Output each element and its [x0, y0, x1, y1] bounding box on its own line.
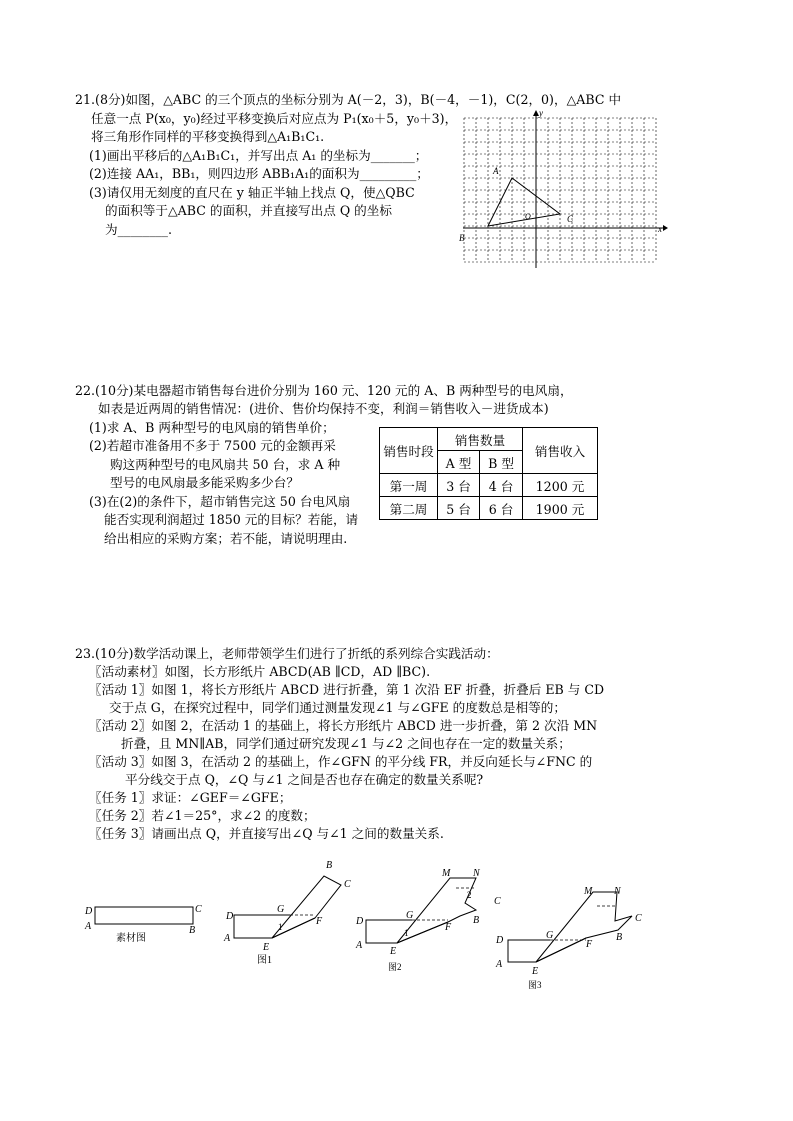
q21-line2: 任意一点 P(x₀，y₀)经过平移变换后对应点为 P₁(x₀＋5，y₀＋3)，: [91, 111, 458, 126]
svg-text:D: D: [496, 935, 504, 946]
svg-text:D: D: [226, 911, 234, 922]
svg-text:A: A: [496, 959, 503, 970]
q21-line1: 21.(8分)如图，△ABC 的三个顶点的坐标分别为 A(－2，3)，B(－4，－1)，C(2，0)，△ABC 中: [75, 92, 622, 107]
svg-text:B: B: [616, 932, 623, 943]
q22-part3c: 给出相应的采购方案；若不能，请说明理由.: [104, 531, 348, 546]
caption-figure-2: 图2: [388, 962, 402, 972]
svg-text:1: 1: [404, 928, 409, 938]
sales-table: [379, 427, 598, 520]
svg-text:E: E: [263, 942, 270, 953]
label-b: B: [459, 233, 465, 243]
figure-2: [352, 866, 507, 976]
svg-text:B: B: [473, 915, 480, 926]
caption-figure-1: 图1: [257, 955, 272, 966]
header-quantity: 销售数量: [438, 428, 523, 451]
q23-line1: 23.(10分)数学活动课上，老师带领学生们进行了折纸的系列综合实践活动：: [75, 646, 499, 661]
q22-part2b: 购这两种型号的电风扇共 50 台，求 A 种: [110, 457, 341, 472]
svg-text:2: 2: [467, 890, 472, 900]
caption-figure-3: 图3: [528, 980, 542, 990]
header-income: 销售收入: [523, 428, 598, 474]
svg-text:G: G: [406, 910, 414, 921]
label-o: O: [525, 212, 531, 221]
q23-material: 〖活动素材〗如图，长方形纸片 ABCD(AB ∥CD，AD ∥BC).: [89, 664, 431, 679]
svg-text:C: C: [494, 896, 501, 907]
label-c: C: [567, 214, 574, 224]
table-row: 第二周 5 台 6 台 1900 元: [380, 497, 598, 520]
caption-material: 素材图: [116, 933, 146, 944]
svg-text:A: A: [356, 940, 363, 951]
figure-3: [490, 880, 650, 990]
q22-part1: (1)求 A、B 两种型号的电风扇的销售单价；: [89, 420, 335, 435]
q23-act3b: 平分线交于点 Q，∠Q 与∠1 之间是否也存在确定的数量关系呢?: [125, 772, 484, 787]
q22-part2a: (2)若超市准备用不多于 7500 元的金额再采: [89, 438, 336, 453]
svg-text:C: C: [635, 913, 642, 924]
q21-part3b: 的面积等于△ABC 的面积，并直接写出点 Q 的坐标: [105, 203, 392, 218]
q23-act2b: 折叠，且 MN∥AB，同学们通过研究发现∠1 与∠2 之间也存在一定的数量关系；: [121, 736, 571, 751]
material-figure: [82, 898, 207, 948]
figure-1: [220, 855, 360, 967]
header-period: 销售时段: [380, 428, 438, 474]
svg-text:G: G: [277, 904, 285, 915]
svg-text:F: F: [586, 939, 593, 950]
svg-text:C: C: [195, 904, 202, 915]
svg-text:A: A: [85, 921, 92, 932]
header-type-a: A 型: [438, 451, 480, 474]
q23-act1b: 交于点 G，在探究过程中，同学们通过测量发现∠1 与∠GFE 的度数总是相等的；: [109, 700, 566, 715]
q23-task1: 〖任务 1〗求证：∠GEF＝∠GFE；: [89, 790, 292, 805]
svg-text:A: A: [224, 933, 231, 944]
q23-task2: 〖任务 2〗若∠1＝25°，求∠2 的度数；: [89, 808, 316, 823]
svg-text:N: N: [614, 886, 621, 897]
svg-text:1: 1: [278, 922, 283, 932]
header-type-b: B 型: [480, 451, 523, 474]
svg-text:G: G: [546, 930, 554, 941]
q21-coordinate-graph: [455, 108, 670, 273]
q21-part3c: 为________.: [105, 222, 172, 237]
q23-task3: 〖任务 3〗请画出点 Q，并直接写出∠Q 与∠1 之间的数量关系.: [89, 826, 444, 841]
svg-text:M: M: [442, 868, 451, 879]
q21-part1: (1)画出平移后的△A₁B₁C₁，并写出点 A₁ 的坐标为_______；: [89, 148, 428, 163]
svg-text:E: E: [532, 966, 539, 977]
label-y: y: [539, 108, 543, 118]
q22-part3a: (3)在(2)的条件下，超市销售完这 50 台电风扇: [89, 494, 351, 509]
svg-text:E: E: [390, 946, 397, 957]
svg-text:M: M: [584, 886, 593, 897]
svg-text:N: N: [473, 868, 480, 879]
svg-text:F: F: [316, 916, 323, 927]
q21-line3: 将三角形作同样的平移变换得到△A₁B₁C₁.: [91, 129, 325, 144]
q22-part2c: 型号的电风扇最多能采购多少台？: [110, 475, 299, 490]
q22-line2: 如表是近两周的销售情况：(进价、售价均保持不变，利润＝销售收入－进货成本): [98, 401, 549, 416]
q22-part3b: 能否实现利润超过 1850 元的目标？若能，请: [104, 512, 359, 527]
table-row: 第一周 3 台 4 台 1200 元: [380, 474, 598, 497]
svg-text:C: C: [344, 879, 351, 890]
svg-text:D: D: [356, 916, 364, 927]
svg-text:B: B: [326, 860, 333, 871]
svg-text:D: D: [85, 906, 93, 917]
q23-act2a: 〖活动 2〗如图 2，在活动 1 的基础上，将长方形纸片 ABCD 进一步折叠，第 2 次沿 MN: [89, 718, 598, 733]
svg-text:B: B: [189, 925, 196, 936]
svg-text:F: F: [445, 922, 452, 933]
q21-part3a: (3)请仅用无刻度的直尺在 y 轴正半轴上找点 Q，使△QBC: [89, 185, 415, 200]
label-a: A: [493, 166, 499, 176]
label-x: x: [658, 224, 662, 234]
q22-line1: 22.(10分)某电器超市销售每台进价分别为 160 元、120 元的 A、B 两种型号的电风扇，: [75, 383, 573, 398]
q21-part2: (2)连接 AA₁，BB₁，则四边形 ABB₁A₁的面积为_________；: [89, 166, 429, 181]
q23-act1a: 〖活动 1〗如图 1，将长方形纸片 ABCD 进行折叠，第 1 次沿 EF 折叠，折叠后 EB 与 CD: [89, 682, 605, 697]
q23-act3a: 〖活动 3〗如图 3，在活动 2 的基础上，作∠GFN 的平分线 FR，并反向延长与∠FNC 的: [89, 754, 593, 769]
